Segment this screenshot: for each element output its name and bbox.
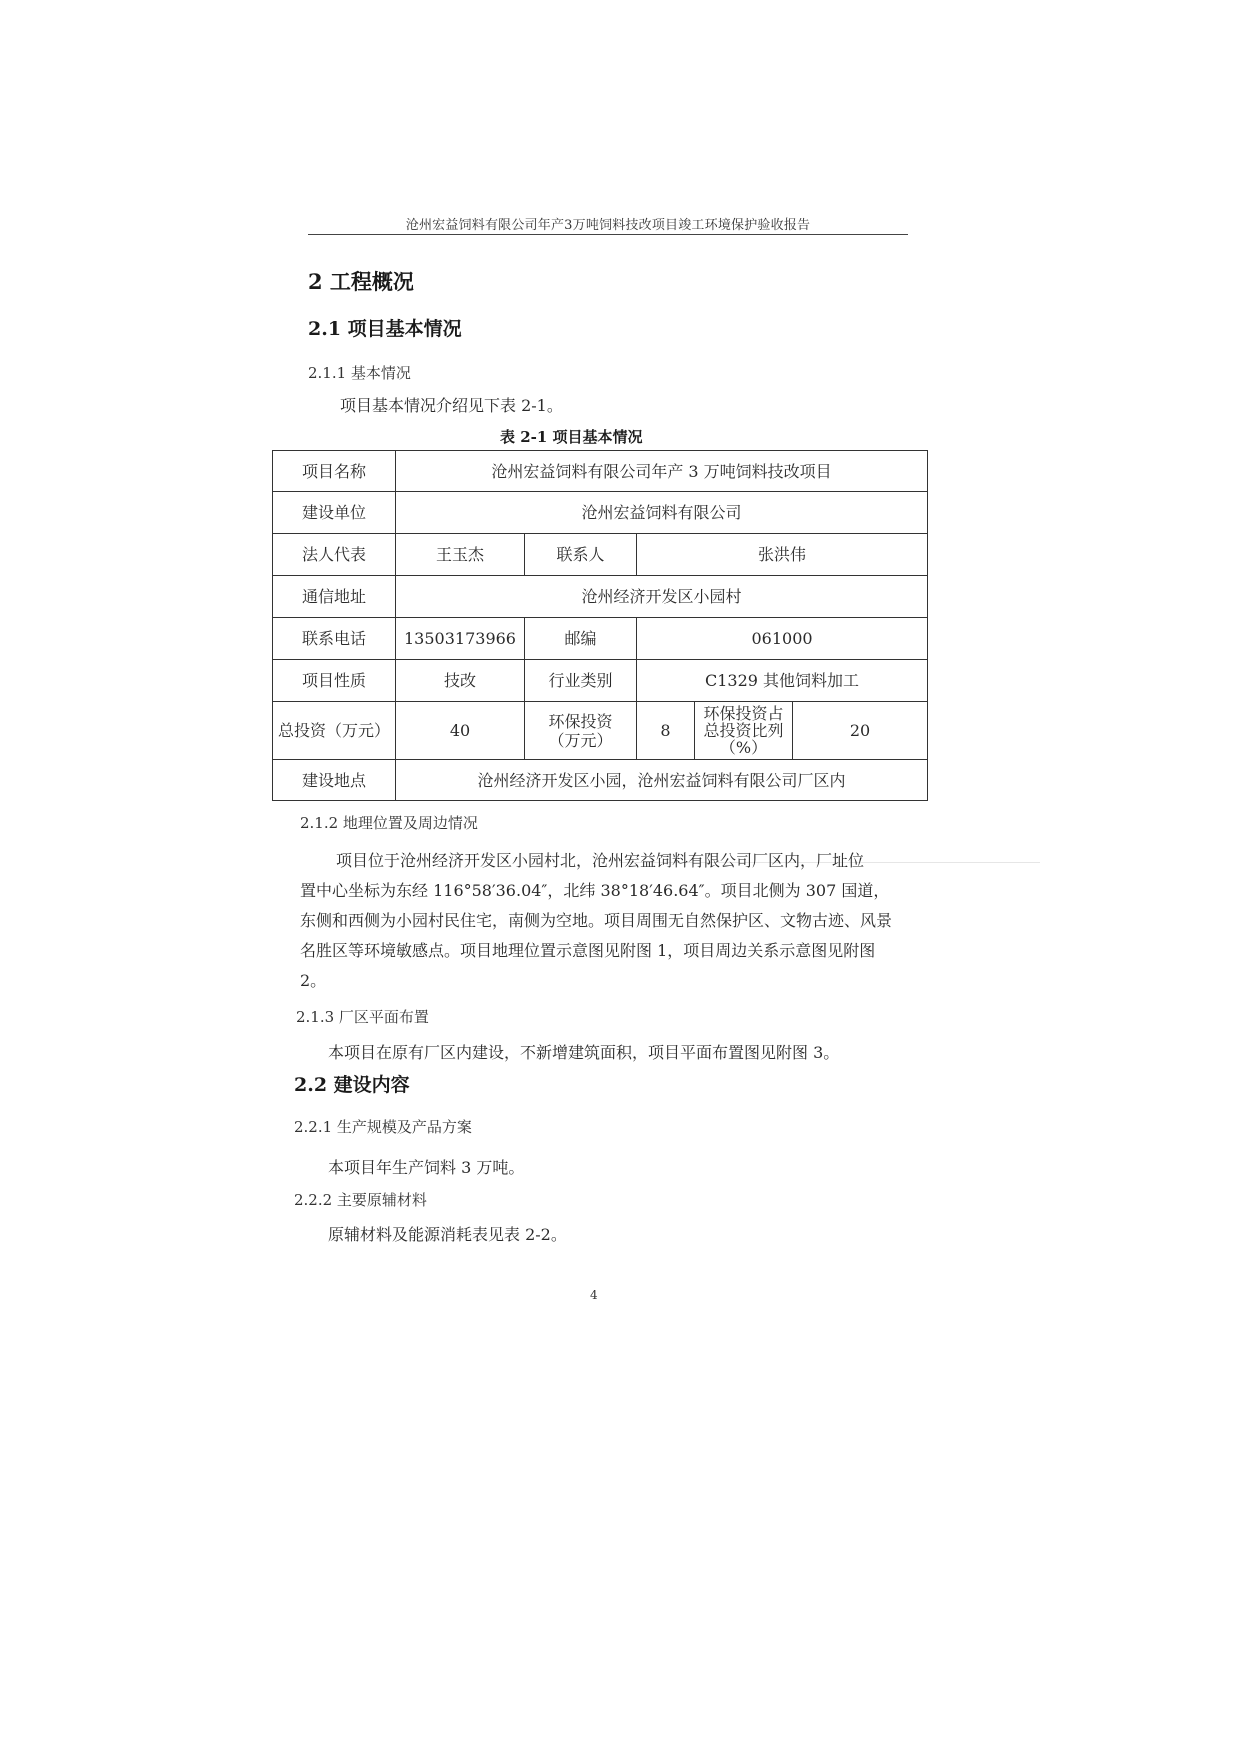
nature-value: 技改 — [396, 660, 525, 702]
legal-rep-value: 王玉杰 — [396, 534, 525, 576]
table-row — [273, 660, 928, 702]
section-2-1-3-title: 2.1.3 厂区平面布置 — [296, 1008, 429, 1026]
investment-label: 总投资（万元） — [273, 702, 396, 760]
section-2-2-2-title: 2.2.2 主要原辅材料 — [294, 1191, 427, 1209]
industry-label: 行业类别 — [525, 660, 637, 702]
site-label: 建设地点 — [273, 760, 396, 801]
phone-label: 联系电话 — [273, 618, 396, 660]
env-investment-label — [525, 702, 637, 760]
section-2-2-1-title: 2.2.1 生产规模及产品方案 — [294, 1118, 472, 1136]
table-row — [273, 576, 928, 618]
table-row — [273, 492, 928, 534]
env-investment-label-line1: 环保投资 — [548, 711, 613, 731]
site-value: 沧州经济开发区小园，沧州宏益饲料有限公司厂区内 — [396, 760, 928, 801]
table-intro-text: 项目基本情况介绍见下表 2-1。 — [340, 396, 563, 415]
builder-label: 建设单位 — [273, 492, 396, 534]
industry-value: C1329 其他饲料加工 — [637, 660, 928, 702]
header-rule — [308, 234, 908, 235]
table-row — [273, 760, 928, 801]
phone-value: 13503173966 — [396, 618, 525, 660]
postcode-label: 邮编 — [525, 618, 637, 660]
nature-label: 项目性质 — [273, 660, 396, 702]
address-value: 沧州经济开发区小园村 — [396, 576, 928, 618]
materials-text: 原辅材料及能源消耗表见表 2-2。 — [328, 1225, 567, 1244]
ratio-value: 20 — [793, 702, 928, 760]
ratio-label-line2: 总投资比列 — [703, 721, 784, 740]
page-number: 4 — [590, 1288, 598, 1302]
section-2-1-1-title: 2.1.1 基本情况 — [308, 364, 411, 382]
layout-text: 本项目在原有厂区内建设，不新增建筑面积，项目平面布置图见附图 3。 — [328, 1043, 840, 1062]
contact-label: 联系人 — [525, 534, 637, 576]
address-label: 通信地址 — [273, 576, 396, 618]
production-scale-text: 本项目年生产饲料 3 万吨。 — [328, 1158, 525, 1177]
ratio-label — [695, 702, 793, 760]
table-row — [273, 534, 928, 576]
section-2-2-title: 2.2 建设内容 — [294, 1074, 410, 1096]
section-2-1-title: 2.1 项目基本情况 — [308, 318, 462, 340]
section-2-title: 2 工程概况 — [308, 269, 414, 294]
postcode-value: 061000 — [637, 618, 928, 660]
location-paragraph-rest: 置中心坐标为东经 116°58′36.04″，北纬 38°18′46.64″。项目北侧为 307 国道，东侧和西侧为小园村民住宅，南侧为空地。项目周围无自然保护区、文物古迹、风景名胜区等环境敏感点。项目地理位置示意图见附图 1，项目周边关系示意图见附图 2。 — [300, 881, 893, 990]
ratio-label-line3: （%） — [719, 738, 768, 757]
env-investment-value: 8 — [637, 702, 695, 760]
table-row — [273, 451, 928, 492]
ratio-label-line1: 环保投资占 — [703, 704, 784, 723]
table-2-1-caption: 表 2-1 项目基本情况 — [500, 428, 643, 446]
builder-value: 沧州宏益饲料有限公司 — [396, 492, 928, 534]
table-row — [273, 618, 928, 660]
project-name-label: 项目名称 — [273, 451, 396, 492]
project-name-value: 沧州宏益饲料有限公司年产 3 万吨饲料技改项目 — [396, 451, 928, 492]
contact-value: 张洪伟 — [637, 534, 928, 576]
project-info-table — [272, 450, 928, 801]
section-2-1-2-title: 2.1.2 地理位置及周边情况 — [300, 814, 478, 832]
location-paragraph — [300, 846, 900, 996]
running-header: 沧州宏益饲料有限公司年产3万吨饲料技改项目竣工环境保护验收报告 — [405, 218, 811, 233]
env-investment-label-line2: （万元） — [548, 730, 613, 750]
investment-value: 40 — [396, 702, 525, 760]
legal-rep-label: 法人代表 — [273, 534, 396, 576]
table-row — [273, 702, 928, 760]
location-paragraph-first-line: 项目位于沧州经济开发区小园村北，沧州宏益饲料有限公司厂区内，厂址位 — [336, 851, 865, 870]
